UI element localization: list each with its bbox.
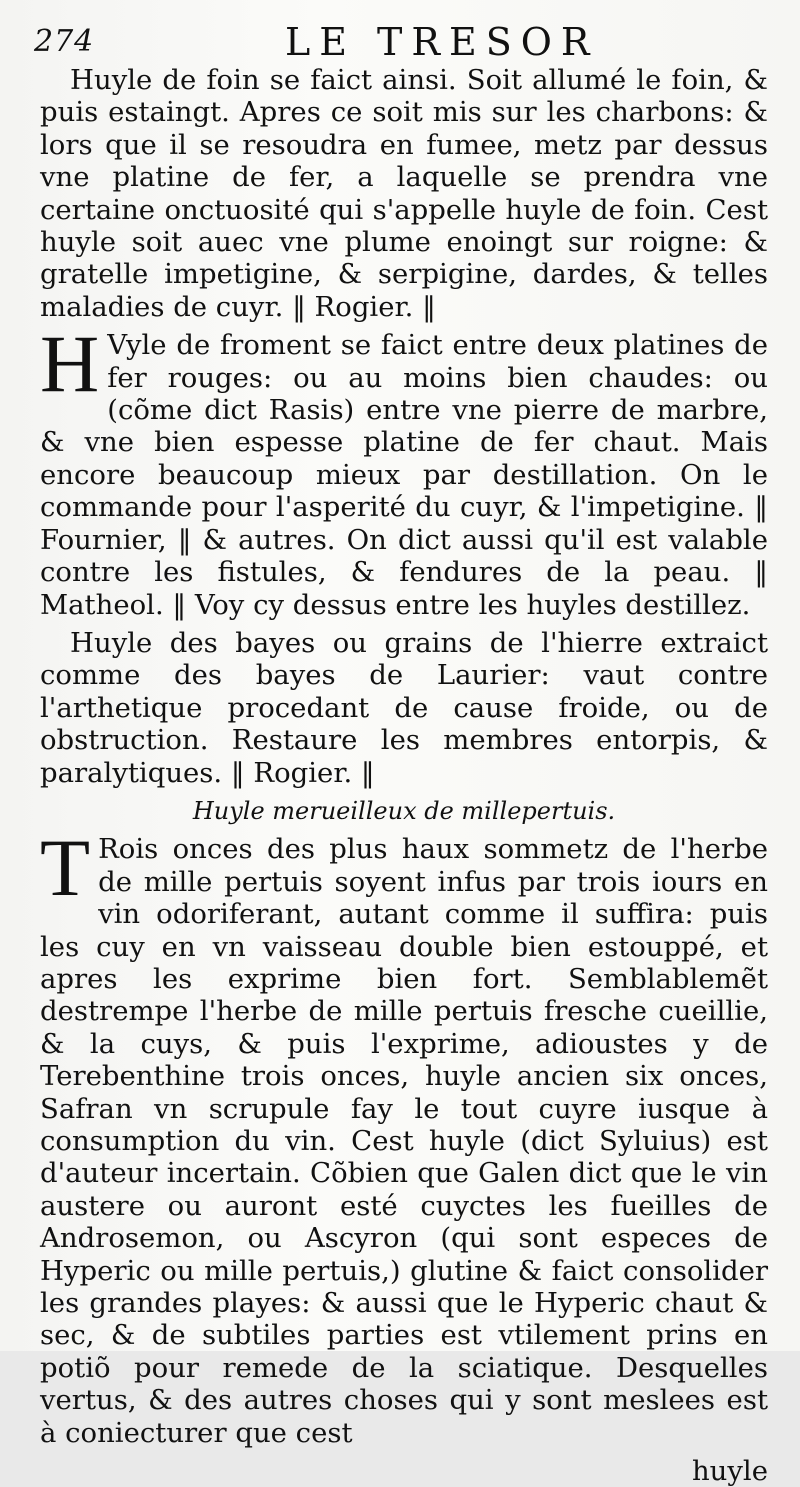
catchword: huyle [691, 1455, 768, 1487]
paragraph-text: Rois onces des plus haux sommetz de l'herbe de mille pertuis soyent infus par trois iours en vin odoriferant, autant comme il suffira: puis les cuy en vn vaisseau double bien estouppé, et apres les exprime bien fort. Semblablemẽt destrempe l'herbe de mille pertuis fresche cueillie, & la cuys, & puis l'exprime, adioustes y de Terebenthine trois onces, huyle ancien six onces, Safran vn scrupule fay le tout cuyre iusque à consumption du vin. Cest huyle (dict Syluius) est d'auteur incertain. Cõbien que Galen dict que le vin austere ou auront esté cuyctes les fueilles de Androsemon, ou Ascyron (qui sont especes de Hyperic ou mille pertuis,) glutine & faict consolider les grandes playes: & aussi que le Hyperic chaut & sec, & de subtiles parties est vtilement prins en potiõ pour remede de la sciatique. Desquelles vertus, & des autres choses qui y sont meslees est à coniecturer que cest [40, 833, 768, 1449]
section-heading: Huyle merueilleux de millepertuis. [192, 796, 616, 825]
page-header [30, 18, 800, 62]
paragraph-huyle-de-foin: Huyle de foin se faict ainsi. Soit allumé le foin, & puis estaingt. Apres ce soit mis sur les charbons: & lors que il se resoudra en fumee, metz par dessus vne platine de fer, a laquelle se prendra vne certaine onctuosité qui s'appelle huyle de foin. Cest huyle soit auec vne plume enoingt sur roigne: & gratelle impetigine, & serpigine, dardes, & telles maladies de cuyr. ‖ Rogier. ‖ [40, 64, 768, 323]
body-text [40, 64, 768, 1487]
page-number: 274 [34, 24, 95, 59]
paragraph-huyle-de-hierre: Huyle des bayes ou grains de l'hierre extraict comme des bayes de Laurier: vaut contre l'arthetique procedant de cause froide, ou de obstruction. Restaure les membres entorpis, & paralytiques. ‖ Rogier. ‖ [40, 626, 768, 789]
drop-cap: H [40, 318, 100, 410]
paragraph-text: Vyle de froment se faict entre deux platines de fer rouges: ou au moins bien chaudes: ou (cõme dict Rasis) entre vne pierre de marbre, & vne bien espesse platine de fer chaut. Mais encore beaucoup mieux par destillation. On le commande pour l'asperité du cuyr, & l'impetigine. ‖ Fournier, ‖ & autres. On dict aussi qu'il est valable contre les fistules, & fendures de la peau. ‖ Matheol. ‖ Voy cy dessus entre les huyles destillez. [40, 329, 768, 621]
drop-cap: T [40, 822, 91, 914]
paragraph-huyle-millepertuis [40, 822, 768, 1449]
running-title: LE TRESOR [285, 20, 599, 64]
paragraph-huyle-de-froment [40, 318, 768, 621]
